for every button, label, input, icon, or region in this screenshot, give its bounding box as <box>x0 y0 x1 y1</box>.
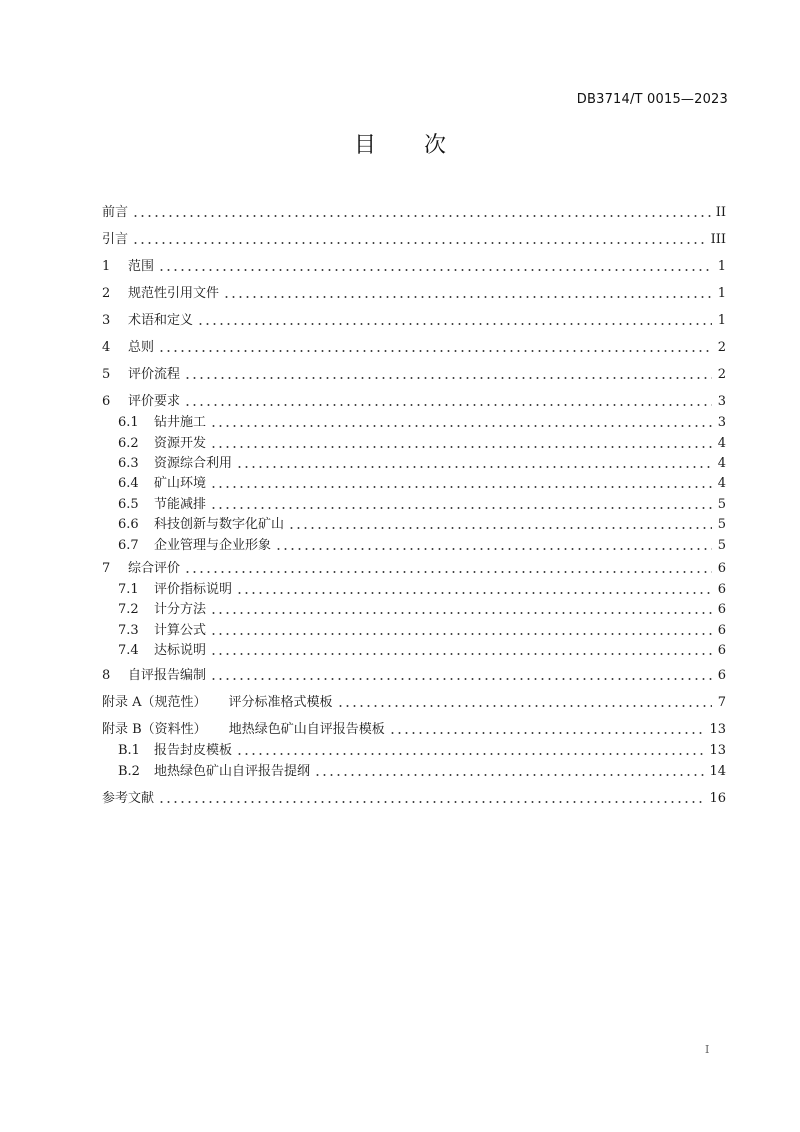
toc-entry-page: 2 <box>717 367 726 382</box>
toc-entry-label: 矿山环境 <box>154 476 207 491</box>
toc-entry-page: 13 <box>709 722 726 737</box>
toc-leader-dots <box>223 285 712 303</box>
toc-entry-label: 引言 <box>102 232 129 247</box>
toc-entry-page: 3 <box>717 394 726 409</box>
toc-entry-page: 6 <box>717 668 726 683</box>
toc-leader-dots <box>210 667 712 685</box>
toc-leader-dots <box>236 581 712 599</box>
toc-entry-label: 评分标准格式模板 <box>228 695 333 710</box>
toc-entry-number: 6.3 <box>118 456 139 471</box>
toc-entry[interactable] <box>102 312 726 330</box>
toc-leader-dots <box>288 516 712 534</box>
toc-leader-dots <box>184 366 712 384</box>
toc-entry-number: 7.3 <box>118 623 139 638</box>
toc-entry-number: 1 <box>102 259 111 274</box>
toc-leader-dots <box>132 231 707 249</box>
toc-leader-dots <box>210 496 712 514</box>
toc-entry-number: 3 <box>102 313 111 328</box>
toc-entry-page: 4 <box>717 456 726 471</box>
toc-entry[interactable] <box>102 560 726 578</box>
toc-entry-number: 6.7 <box>118 538 139 553</box>
toc-entry-label: 达标说明 <box>154 643 207 658</box>
toc-entry-page: 1 <box>717 286 726 301</box>
toc-entry-number: B.1 <box>118 743 140 758</box>
toc-entry-page: 6 <box>717 582 726 597</box>
toc-entry-page: 14 <box>709 764 726 779</box>
toc-entry-number: 6 <box>102 394 111 409</box>
toc-leader-dots <box>184 393 712 411</box>
toc-entry[interactable] <box>102 393 726 411</box>
toc-entry-number: 7 <box>102 561 111 576</box>
toc-entry[interactable] <box>118 601 726 619</box>
toc-entry-label: 评价流程 <box>128 367 181 382</box>
toc-entry-label: 范围 <box>128 259 155 274</box>
toc-entry-label: 资源综合利用 <box>154 456 233 471</box>
toc-leader-dots <box>158 790 705 808</box>
toc-entry-number: 6.1 <box>118 415 139 430</box>
toc-leader-dots <box>210 435 712 453</box>
toc-entry-page: 6 <box>717 643 726 658</box>
toc-entry[interactable] <box>102 790 726 808</box>
toc-entry[interactable] <box>118 516 726 534</box>
toc-leader-dots <box>158 339 712 357</box>
toc-entry-label: 钻井施工 <box>154 415 207 430</box>
toc-entry-page: 16 <box>709 791 726 806</box>
toc-entry-number: B.2 <box>118 764 140 779</box>
toc-entry[interactable] <box>118 475 726 493</box>
toc-entry-number: 8 <box>102 668 111 683</box>
toc-entry-label: 计算公式 <box>154 623 207 638</box>
toc-entry-page: 6 <box>717 602 726 617</box>
toc-leader-dots <box>236 455 712 473</box>
toc-entry-page: 4 <box>717 436 726 451</box>
toc-entry-label: 规范性引用文件 <box>128 286 220 301</box>
toc-entry[interactable] <box>102 258 726 276</box>
toc-entry-page: II <box>715 205 726 220</box>
toc-entry-number: 4 <box>102 340 111 355</box>
toc-entry-number: 6.5 <box>118 497 139 512</box>
toc-entry[interactable] <box>118 581 726 599</box>
toc-entry-label: 自评报告编制 <box>128 668 207 683</box>
toc-entry-label: 术语和定义 <box>128 313 194 328</box>
toc-entry-label: 评价指标说明 <box>154 582 233 597</box>
toc-leader-dots <box>210 622 712 640</box>
toc-entry-number: 附录 B（资料性） <box>102 722 207 737</box>
toc-entry[interactable] <box>102 204 726 222</box>
toc-leader-dots <box>210 642 712 660</box>
toc-entry-number: 5 <box>102 367 111 382</box>
toc-entry-number: 7.4 <box>118 643 139 658</box>
toc-entry-label: 资源开发 <box>154 436 207 451</box>
toc-entry-number: 附录 A（规范性） <box>102 695 207 710</box>
toc-entry-page: 5 <box>717 538 726 553</box>
toc-entry-label: 节能减排 <box>154 497 207 512</box>
toc-entry[interactable] <box>102 667 726 685</box>
toc-entry-page: 13 <box>709 743 726 758</box>
toc-entry-number: 2 <box>102 286 111 301</box>
page-title: 目次 <box>353 133 494 158</box>
toc-entry-number: 6.6 <box>118 517 139 532</box>
page-number: I <box>705 1043 710 1056</box>
toc-entry-label: 地热绿色矿山自评报告模板 <box>228 722 385 737</box>
toc-leader-dots <box>210 475 712 493</box>
toc-leader-dots <box>389 721 706 739</box>
toc-entry-page: 2 <box>717 340 726 355</box>
toc-entry-page: 6 <box>717 623 726 638</box>
toc-entry[interactable] <box>118 642 726 660</box>
toc-entry-label: 综合评价 <box>128 561 181 576</box>
toc-entry[interactable] <box>102 285 726 303</box>
toc-leader-dots <box>210 601 712 619</box>
toc-leader-dots <box>132 204 712 222</box>
toc-leader-dots <box>337 694 712 712</box>
toc-entry[interactable] <box>118 537 726 555</box>
toc-entry-label: 计分方法 <box>154 602 207 617</box>
toc-entry-label: 企业管理与企业形象 <box>154 538 272 553</box>
toc-entry[interactable] <box>102 694 726 712</box>
toc-entry[interactable] <box>118 742 726 760</box>
toc-entry-label: 评价要求 <box>128 394 181 409</box>
toc-entry[interactable] <box>118 622 726 640</box>
document-code: DB3714/T 0015—2023 <box>576 92 728 107</box>
toc-entry-page: 1 <box>717 259 726 274</box>
toc-entry-number: 7.1 <box>118 582 139 597</box>
toc-entry-label: 报告封皮模板 <box>154 743 233 758</box>
toc-entry-page: 6 <box>717 561 726 576</box>
toc-entry-label: 地热绿色矿山自评报告提纲 <box>154 764 311 779</box>
toc-entry[interactable] <box>102 231 726 249</box>
toc-entry-label: 前言 <box>102 205 129 220</box>
toc-leader-dots <box>275 537 712 555</box>
toc-entry[interactable] <box>118 496 726 514</box>
toc-entry-page: III <box>710 232 726 247</box>
toc-entry-page: 4 <box>717 476 726 491</box>
toc-leader-dots <box>236 742 705 760</box>
toc-entry-number: 6.4 <box>118 476 139 491</box>
toc-entry-number: 7.2 <box>118 602 139 617</box>
toc-entry-number: 6.2 <box>118 436 139 451</box>
toc-leader-dots <box>158 258 712 276</box>
toc-entry[interactable] <box>102 366 726 384</box>
toc-leader-dots <box>210 414 712 432</box>
toc-entry[interactable] <box>118 763 726 781</box>
toc-entry-page: 7 <box>717 695 726 710</box>
toc-entry[interactable] <box>102 721 726 739</box>
toc-entry-label: 总则 <box>128 340 155 355</box>
toc-entry-page: 1 <box>717 313 726 328</box>
toc-entry[interactable] <box>118 435 726 453</box>
toc-leader-dots <box>197 312 712 330</box>
toc-entry-page: 5 <box>717 497 726 512</box>
toc-entry-page: 5 <box>717 517 726 532</box>
toc-entry[interactable] <box>102 339 726 357</box>
toc-leader-dots <box>184 560 712 578</box>
toc-entry-label: 参考文献 <box>102 791 155 806</box>
toc-entry[interactable] <box>118 455 726 473</box>
toc-entry[interactable] <box>118 414 726 432</box>
toc-entry-page: 3 <box>717 415 726 430</box>
toc-entry-label: 科技创新与数字化矿山 <box>154 517 285 532</box>
toc-leader-dots <box>314 763 705 781</box>
